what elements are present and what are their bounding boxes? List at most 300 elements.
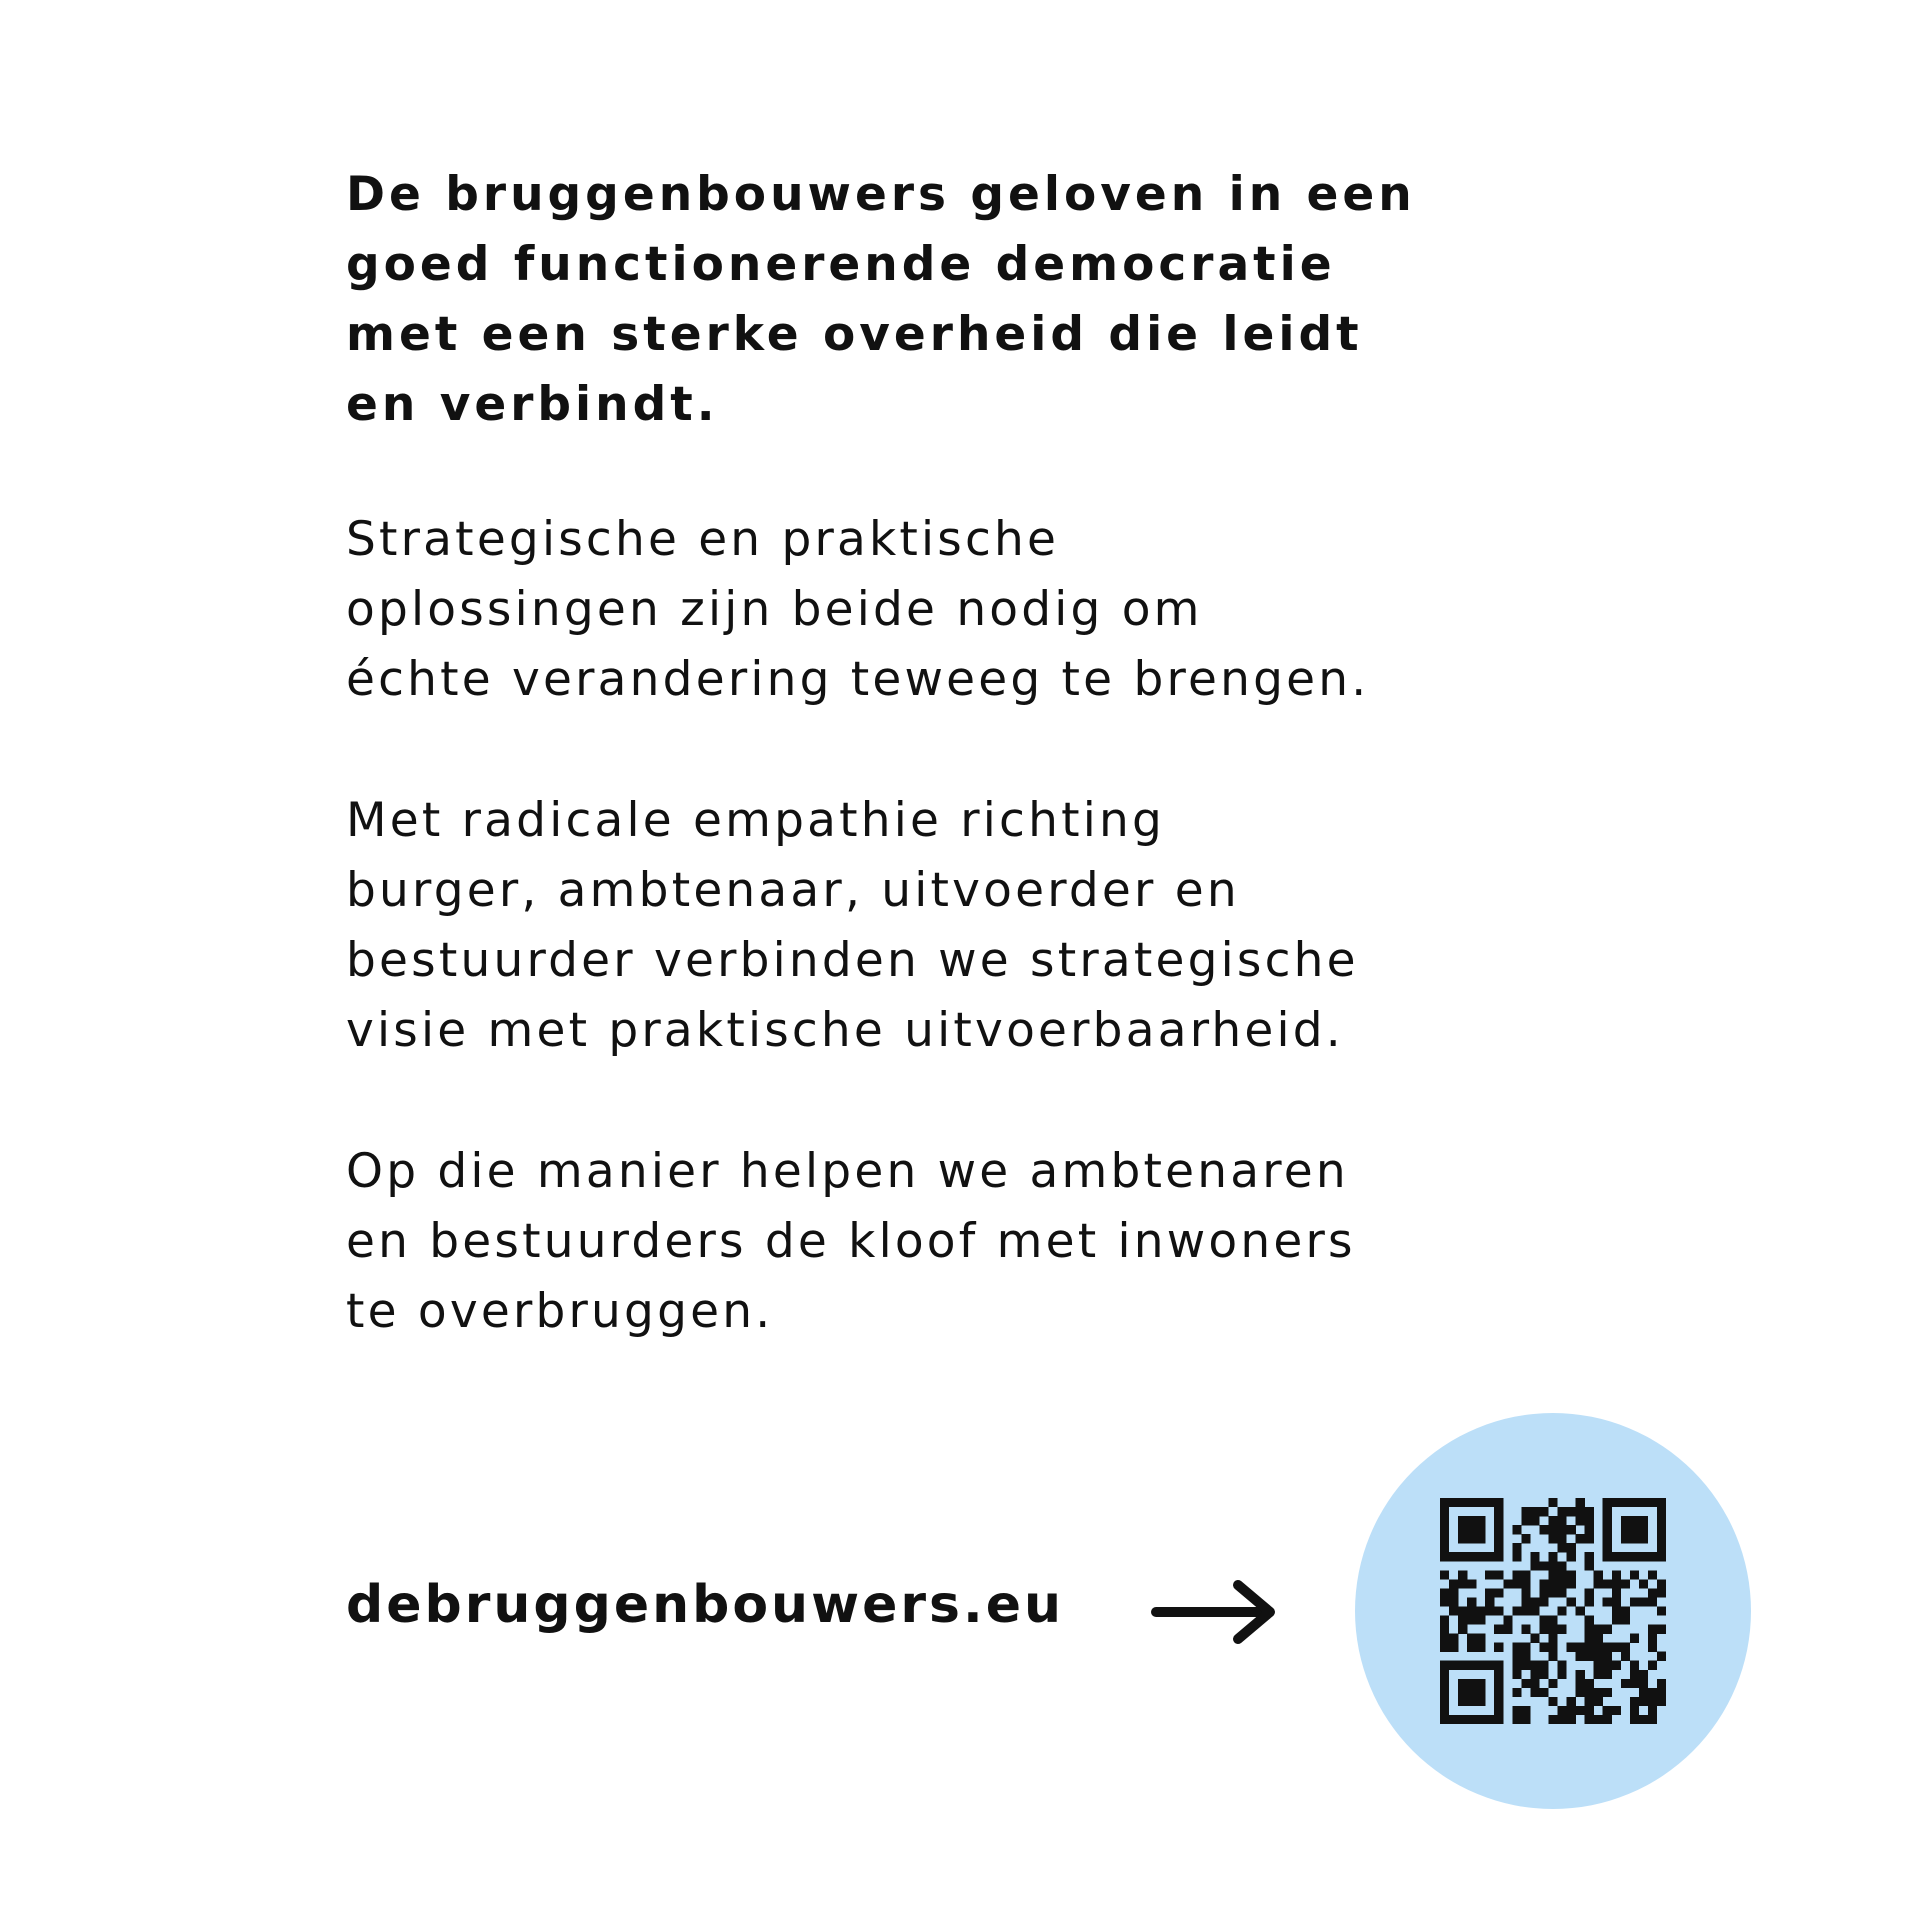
qr-module xyxy=(1657,1697,1666,1706)
qr-module xyxy=(1512,1606,1521,1615)
qr-module xyxy=(1558,1516,1567,1525)
qr-module xyxy=(1639,1688,1648,1697)
qr-module xyxy=(1494,1679,1503,1688)
qr-module xyxy=(1512,1579,1521,1588)
qr-module xyxy=(1494,1715,1503,1724)
qr-module xyxy=(1440,1616,1449,1625)
qr-module xyxy=(1648,1634,1657,1643)
qr-module xyxy=(1530,1679,1539,1688)
lead-line: De bruggenbouwers geloven in een xyxy=(346,167,1416,222)
qr-module xyxy=(1548,1516,1557,1525)
qr-module xyxy=(1603,1706,1612,1715)
qr-module xyxy=(1621,1679,1630,1688)
qr-module xyxy=(1539,1597,1548,1606)
paragraph-strategy xyxy=(346,505,1546,715)
qr-module xyxy=(1548,1588,1557,1597)
qr-module xyxy=(1639,1552,1648,1561)
qr-module xyxy=(1639,1670,1648,1679)
qr-module xyxy=(1576,1516,1585,1525)
qr-module xyxy=(1512,1525,1521,1534)
qr-module xyxy=(1567,1507,1576,1516)
qr-module xyxy=(1657,1498,1666,1507)
qr-module xyxy=(1648,1498,1657,1507)
qr-module xyxy=(1449,1498,1458,1507)
qr-module xyxy=(1585,1588,1594,1597)
qr-module xyxy=(1440,1706,1449,1715)
qr-module xyxy=(1648,1597,1657,1606)
qr-module xyxy=(1476,1697,1485,1706)
qr-module xyxy=(1603,1597,1612,1606)
paragraph-line: bestuurder verbinden we strategische xyxy=(346,933,1359,988)
qr-module xyxy=(1630,1670,1639,1679)
qr-module xyxy=(1440,1507,1449,1516)
qr-module xyxy=(1567,1570,1576,1579)
qr-module xyxy=(1657,1588,1666,1597)
qr-module xyxy=(1458,1552,1467,1561)
qr-module xyxy=(1476,1498,1485,1507)
qr-module xyxy=(1521,1579,1530,1588)
qr-module xyxy=(1521,1715,1530,1724)
qr-module xyxy=(1494,1534,1503,1543)
qr-module xyxy=(1548,1634,1557,1643)
qr-module xyxy=(1576,1507,1585,1516)
qr-module xyxy=(1494,1697,1503,1706)
qr-module xyxy=(1503,1625,1512,1634)
qr-module xyxy=(1648,1570,1657,1579)
qr-module xyxy=(1612,1588,1621,1597)
qr-module xyxy=(1558,1579,1567,1588)
qr-module xyxy=(1539,1579,1548,1588)
qr-module xyxy=(1648,1588,1657,1597)
lead-statement xyxy=(346,160,1546,440)
qr-module xyxy=(1639,1679,1648,1688)
qr-module xyxy=(1458,1625,1467,1634)
qr-module xyxy=(1630,1570,1639,1579)
qr-module xyxy=(1440,1534,1449,1543)
qr-module xyxy=(1440,1498,1449,1507)
qr-module xyxy=(1521,1706,1530,1715)
qr-module xyxy=(1521,1588,1530,1597)
qr-module xyxy=(1612,1552,1621,1561)
paragraph-line: Strategische en praktische xyxy=(346,512,1060,567)
qr-module xyxy=(1594,1661,1603,1670)
qr-module xyxy=(1476,1534,1485,1543)
qr-module xyxy=(1530,1561,1539,1570)
qr-module xyxy=(1621,1606,1630,1615)
qr-module xyxy=(1539,1525,1548,1534)
qr-module xyxy=(1612,1643,1621,1652)
qr-module xyxy=(1603,1552,1612,1561)
qr-module xyxy=(1494,1507,1503,1516)
qr-module xyxy=(1467,1697,1476,1706)
qr-module xyxy=(1440,1715,1449,1724)
qr-module xyxy=(1467,1579,1476,1588)
qr-module xyxy=(1458,1516,1467,1525)
qr-module xyxy=(1467,1606,1476,1615)
qr-module xyxy=(1548,1652,1557,1661)
qr-module xyxy=(1548,1579,1557,1588)
qr-module xyxy=(1440,1670,1449,1679)
qr-module xyxy=(1539,1643,1548,1652)
paragraph-empathy xyxy=(346,786,1546,1066)
paragraph-line: te overbruggen. xyxy=(346,1284,774,1339)
qr-module xyxy=(1585,1552,1594,1561)
qr-module xyxy=(1621,1534,1630,1543)
qr-module xyxy=(1648,1625,1657,1634)
qr-module xyxy=(1594,1688,1603,1697)
qr-module xyxy=(1485,1570,1494,1579)
qr-module xyxy=(1476,1525,1485,1534)
qr-module xyxy=(1603,1715,1612,1724)
qr-module xyxy=(1630,1661,1639,1670)
qr-module xyxy=(1494,1570,1503,1579)
qr-module xyxy=(1648,1715,1657,1724)
qr-module xyxy=(1494,1643,1503,1652)
qr-module xyxy=(1585,1507,1594,1516)
qr-module xyxy=(1603,1516,1612,1525)
qr-module xyxy=(1458,1570,1467,1579)
qr-module xyxy=(1567,1543,1576,1552)
qr-module xyxy=(1485,1588,1494,1597)
qr-module xyxy=(1585,1525,1594,1534)
lead-line: en verbindt. xyxy=(346,377,719,432)
qr-module xyxy=(1612,1606,1621,1615)
qr-module xyxy=(1567,1552,1576,1561)
qr-module xyxy=(1440,1679,1449,1688)
qr-module xyxy=(1603,1579,1612,1588)
qr-module xyxy=(1548,1552,1557,1561)
qr-module xyxy=(1548,1525,1557,1534)
qr-module xyxy=(1621,1516,1630,1525)
qr-module xyxy=(1503,1579,1512,1588)
qr-module xyxy=(1440,1543,1449,1552)
qr-module xyxy=(1612,1570,1621,1579)
qr-module xyxy=(1467,1597,1476,1606)
qr-module xyxy=(1440,1688,1449,1697)
qr-module xyxy=(1467,1661,1476,1670)
qr-module xyxy=(1521,1570,1530,1579)
paragraph-bridge xyxy=(346,1137,1546,1347)
qr-module xyxy=(1594,1670,1603,1679)
qr-module xyxy=(1639,1498,1648,1507)
qr-module xyxy=(1621,1552,1630,1561)
qr-module xyxy=(1494,1588,1503,1597)
qr-module xyxy=(1539,1616,1548,1625)
qr-module xyxy=(1485,1661,1494,1670)
qr-module xyxy=(1467,1525,1476,1534)
qr-module xyxy=(1521,1661,1530,1670)
qr-module xyxy=(1548,1616,1557,1625)
qr-module xyxy=(1548,1534,1557,1543)
qr-module xyxy=(1558,1543,1567,1552)
qr-module xyxy=(1630,1715,1639,1724)
qr-module xyxy=(1558,1606,1567,1615)
paragraph-line: en bestuurders de kloof met inwoners xyxy=(346,1214,1356,1269)
qr-module xyxy=(1548,1561,1557,1570)
qr-module xyxy=(1603,1643,1612,1652)
qr-module xyxy=(1657,1552,1666,1561)
qr-module xyxy=(1530,1606,1539,1615)
qr-module xyxy=(1657,1507,1666,1516)
qr-module xyxy=(1521,1625,1530,1634)
qr-module xyxy=(1621,1652,1630,1661)
qr-module xyxy=(1657,1688,1666,1697)
qr-module xyxy=(1449,1643,1458,1652)
qr-module xyxy=(1494,1516,1503,1525)
paragraph-line: visie met praktische uitvoerbaarheid. xyxy=(346,1003,1344,1058)
qr-module xyxy=(1585,1652,1594,1661)
qr-module xyxy=(1585,1516,1594,1525)
qr-module xyxy=(1476,1661,1485,1670)
qr-module xyxy=(1467,1715,1476,1724)
qr-module xyxy=(1603,1507,1612,1516)
qr-module xyxy=(1639,1534,1648,1543)
qr-module xyxy=(1657,1525,1666,1534)
qr-module xyxy=(1485,1606,1494,1615)
qr-module xyxy=(1621,1643,1630,1652)
qr-module xyxy=(1539,1625,1548,1634)
qr-module xyxy=(1585,1679,1594,1688)
qr-module xyxy=(1548,1697,1557,1706)
qr-code-icon[interactable] xyxy=(1440,1498,1666,1724)
qr-module xyxy=(1612,1498,1621,1507)
qr-module xyxy=(1458,1616,1467,1625)
qr-module xyxy=(1539,1688,1548,1697)
qr-module xyxy=(1594,1715,1603,1724)
qr-module xyxy=(1603,1688,1612,1697)
qr-module xyxy=(1449,1552,1458,1561)
qr-module xyxy=(1494,1543,1503,1552)
qr-module xyxy=(1630,1516,1639,1525)
qr-module xyxy=(1576,1606,1585,1615)
qr-module xyxy=(1449,1634,1458,1643)
qr-module xyxy=(1612,1597,1621,1606)
qr-module xyxy=(1494,1525,1503,1534)
qr-module xyxy=(1476,1715,1485,1724)
qr-module xyxy=(1594,1570,1603,1579)
qr-module xyxy=(1648,1661,1657,1670)
qr-module xyxy=(1476,1634,1485,1643)
qr-module xyxy=(1630,1525,1639,1534)
qr-module xyxy=(1648,1688,1657,1697)
qr-module xyxy=(1440,1597,1449,1606)
qr-module xyxy=(1657,1625,1666,1634)
qr-module xyxy=(1603,1543,1612,1552)
qr-module xyxy=(1467,1616,1476,1625)
qr-module xyxy=(1476,1552,1485,1561)
qr-module xyxy=(1512,1643,1521,1652)
qr-module xyxy=(1558,1561,1567,1570)
qr-module xyxy=(1648,1706,1657,1715)
qr-module xyxy=(1594,1625,1603,1634)
qr-module xyxy=(1458,1525,1467,1534)
qr-module xyxy=(1612,1616,1621,1625)
qr-module xyxy=(1576,1670,1585,1679)
qr-module xyxy=(1639,1525,1648,1534)
qr-module xyxy=(1567,1643,1576,1652)
qr-module xyxy=(1512,1652,1521,1661)
qr-module xyxy=(1585,1561,1594,1570)
qr-module xyxy=(1449,1579,1458,1588)
qr-module xyxy=(1603,1670,1612,1679)
qr-module xyxy=(1621,1525,1630,1534)
qr-module xyxy=(1449,1597,1458,1606)
qr-module xyxy=(1657,1543,1666,1552)
qr-module xyxy=(1521,1597,1530,1606)
qr-module xyxy=(1576,1498,1585,1507)
qr-module xyxy=(1539,1670,1548,1679)
qr-module xyxy=(1521,1534,1530,1543)
qr-module xyxy=(1576,1643,1585,1652)
website-link[interactable]: debruggenbouwers.eu xyxy=(346,1575,1065,1635)
qr-module xyxy=(1494,1670,1503,1679)
qr-module xyxy=(1476,1643,1485,1652)
qr-module xyxy=(1494,1552,1503,1561)
qr-module xyxy=(1530,1516,1539,1525)
qr-module xyxy=(1639,1715,1648,1724)
qr-module xyxy=(1657,1606,1666,1615)
qr-module xyxy=(1558,1715,1567,1724)
qr-module xyxy=(1603,1534,1612,1543)
qr-module xyxy=(1458,1534,1467,1543)
qr-module xyxy=(1585,1625,1594,1634)
qr-module xyxy=(1512,1688,1521,1697)
qr-module xyxy=(1440,1697,1449,1706)
qr-module xyxy=(1467,1498,1476,1507)
qr-module xyxy=(1440,1625,1449,1634)
qr-module xyxy=(1539,1661,1548,1670)
qr-module xyxy=(1657,1652,1666,1661)
qr-module xyxy=(1440,1634,1449,1643)
qr-module xyxy=(1521,1507,1530,1516)
qr-module xyxy=(1558,1570,1567,1579)
qr-module xyxy=(1503,1616,1512,1625)
qr-module xyxy=(1548,1625,1557,1634)
qr-module xyxy=(1648,1552,1657,1561)
qr-module xyxy=(1440,1525,1449,1534)
qr-module xyxy=(1585,1534,1594,1543)
qr-module xyxy=(1485,1552,1494,1561)
qr-module xyxy=(1485,1715,1494,1724)
qr-module xyxy=(1512,1543,1521,1552)
qr-module xyxy=(1530,1634,1539,1643)
paragraph-line: burger, ambtenaar, uitvoerder en xyxy=(346,863,1240,918)
qr-module xyxy=(1512,1706,1521,1715)
qr-module xyxy=(1567,1706,1576,1715)
qr-module xyxy=(1657,1534,1666,1543)
qr-module xyxy=(1530,1507,1539,1516)
qr-module xyxy=(1467,1552,1476,1561)
qr-module xyxy=(1521,1652,1530,1661)
qr-module xyxy=(1603,1652,1612,1661)
qr-module xyxy=(1485,1597,1494,1606)
qr-module xyxy=(1585,1706,1594,1715)
qr-module xyxy=(1558,1588,1567,1597)
qr-module xyxy=(1612,1579,1621,1588)
qr-module xyxy=(1594,1652,1603,1661)
qr-module xyxy=(1530,1670,1539,1679)
qr-module xyxy=(1494,1625,1503,1634)
qr-module xyxy=(1476,1679,1485,1688)
qr-module xyxy=(1530,1688,1539,1697)
qr-module xyxy=(1558,1534,1567,1543)
qr-module xyxy=(1539,1507,1548,1516)
qr-module xyxy=(1548,1570,1557,1579)
qr-module xyxy=(1449,1661,1458,1670)
qr-module xyxy=(1512,1552,1521,1561)
qr-module xyxy=(1585,1643,1594,1652)
qr-module xyxy=(1621,1498,1630,1507)
qr-module xyxy=(1612,1661,1621,1670)
qr-module xyxy=(1458,1715,1467,1724)
qr-module xyxy=(1648,1643,1657,1652)
qr-module xyxy=(1458,1498,1467,1507)
qr-module xyxy=(1467,1534,1476,1543)
qr-module xyxy=(1576,1688,1585,1697)
qr-module xyxy=(1657,1579,1666,1588)
qr-module xyxy=(1639,1697,1648,1706)
qr-module xyxy=(1521,1516,1530,1525)
qr-module xyxy=(1603,1525,1612,1534)
qr-module xyxy=(1467,1516,1476,1525)
qr-module xyxy=(1494,1688,1503,1697)
qr-module xyxy=(1467,1679,1476,1688)
qr-module xyxy=(1630,1706,1639,1715)
qr-module xyxy=(1648,1697,1657,1706)
qr-module xyxy=(1576,1534,1585,1543)
qr-module xyxy=(1458,1661,1467,1670)
qr-module xyxy=(1558,1661,1567,1670)
qr-module xyxy=(1621,1616,1630,1625)
qr-module xyxy=(1494,1606,1503,1615)
qr-module xyxy=(1594,1579,1603,1588)
qr-module xyxy=(1567,1525,1576,1534)
qr-module xyxy=(1639,1516,1648,1525)
qr-module xyxy=(1657,1516,1666,1525)
qr-module xyxy=(1594,1697,1603,1706)
qr-module xyxy=(1585,1597,1594,1606)
qr-module xyxy=(1521,1643,1530,1652)
qr-module xyxy=(1512,1570,1521,1579)
qr-module xyxy=(1585,1634,1594,1643)
qr-module xyxy=(1576,1652,1585,1661)
paragraph-line: échte verandering teweeg te brengen. xyxy=(346,652,1370,707)
qr-module xyxy=(1603,1498,1612,1507)
qr-module xyxy=(1521,1606,1530,1615)
qr-module xyxy=(1530,1661,1539,1670)
qr-module xyxy=(1440,1570,1449,1579)
qr-module xyxy=(1476,1606,1485,1615)
qr-module xyxy=(1458,1579,1467,1588)
qr-module xyxy=(1621,1579,1630,1588)
qr-module xyxy=(1630,1534,1639,1543)
qr-module xyxy=(1440,1588,1449,1597)
qr-module xyxy=(1440,1643,1449,1652)
qr-module xyxy=(1521,1679,1530,1688)
qr-module xyxy=(1512,1715,1521,1724)
qr-module xyxy=(1630,1597,1639,1606)
paragraph-line: Op die manier helpen we ambtenaren xyxy=(346,1144,1349,1199)
qr-module xyxy=(1512,1670,1521,1679)
qr-module xyxy=(1494,1661,1503,1670)
qr-module xyxy=(1530,1597,1539,1606)
qr-module xyxy=(1567,1597,1576,1606)
qr-module xyxy=(1467,1688,1476,1697)
qr-module xyxy=(1630,1552,1639,1561)
qr-module xyxy=(1548,1643,1557,1652)
qr-module xyxy=(1449,1715,1458,1724)
qr-module xyxy=(1476,1688,1485,1697)
